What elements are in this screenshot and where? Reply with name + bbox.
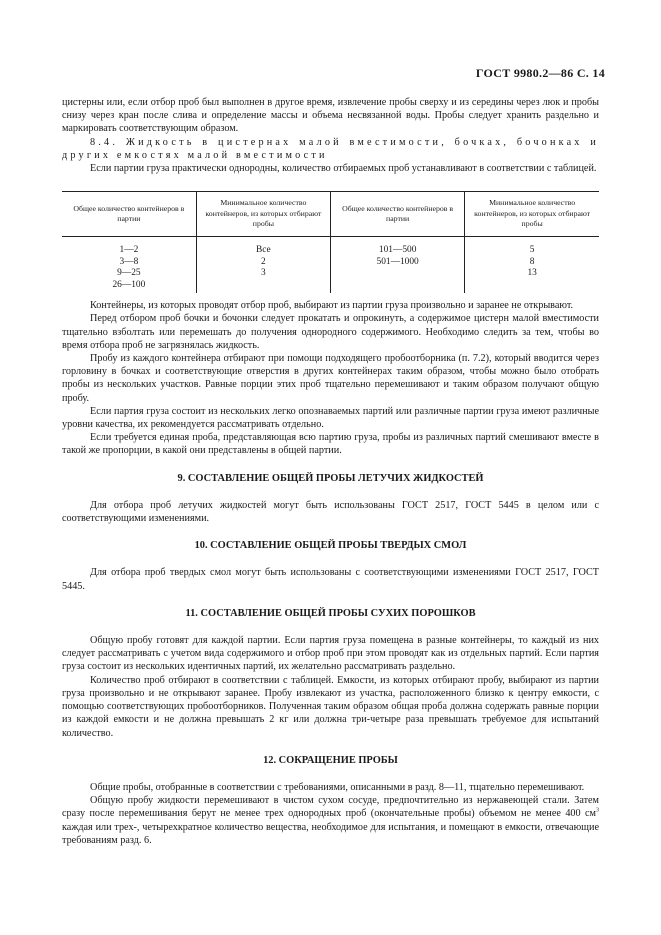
table-value: 3—8: [119, 256, 139, 267]
section-11-paragraph: Количество проб отбирают в соответствии с таблицей. Емкости, из которых отбирают пробу, выбирают из партии груза произвольно и не открывают заранее. Пробу извлекают из участка, расположенного близко к центру емкости, с помощью соответствующих пробоотборников. Полученная таким образом общая проба должна содержать равные порции из каждой емкости и не должна превышать 2 кг или должна три-четыре раза превышать требуемое для испытаний количество.: [62, 674, 599, 739]
table-value: Все: [256, 245, 271, 256]
body-paragraph: Если партия груза состоит из нескольких легко опознаваемых партий или различные партии груза имеют различные уровни качества, их рекомендуется рассматривать отдельно.: [62, 405, 599, 431]
section-12-paragraph: [62, 794, 599, 847]
section-12-heading: 12. СОКРАЩЕНИЕ ПРОБЫ: [263, 754, 398, 766]
table-value: 2: [261, 256, 266, 267]
section-8-4-paragraph: Если партии груза практически однородны, количество отбираемых проб устанавливают в соответствии с таблицей.: [90, 163, 597, 175]
sampling-table: [62, 191, 599, 293]
page-header: ГОСТ 9980.2—86 С. 14: [475, 66, 605, 80]
table-value: 5: [529, 245, 535, 256]
intro-paragraph: цистерны или, если отбор проб был выполнен в другое время, извлечение пробы сверху и из середины через люк и пробы снизу через кран после слива и определение массы и объема несвязанной воды. Пробы следует хранить раздельно и маркировать соответствующим образом.: [62, 97, 599, 135]
text-run: каждая или трех-, четырехкратное количество вещества, необходимое для испытания, и помещают в емкости, отвечающие требованиям разд. 6.: [62, 821, 599, 846]
section-9-heading: 9. СОСТАВЛЕНИЕ ОБЩЕЙ ПРОБЫ ЛЕТУЧИХ ЖИДКОСТЕЙ: [177, 472, 484, 484]
table-value: 3: [261, 268, 266, 279]
table-value: 8: [529, 256, 535, 267]
section-11-paragraph: Общую пробу готовят для каждой партии. Если партия груза помещена в разные контейнеры, то каждый из них следует рассматривать с учетом вида содержимого и отбор проб при этом проводят как из отдельных партий. Если партия груза состоит из нескольких идентичных партий, их желательно рассматривать раздельно.: [62, 635, 599, 673]
body-paragraph: Контейнеры, из которых проводят отбор проб, выбирают из партии груза произвольно и заранее не открывают.: [90, 300, 574, 312]
body-paragraph: Перед отбором проб бочки и бочонки следует прокатать и опрокинуть, а содержимое цистерн малой вместимости тщательно взболтать или перемешать до получения однородного содержимого. Необходимо следить за тем, чтобы во время отбора проб не загрязнялась жидкость.: [62, 313, 599, 351]
section-12-paragraph: Общие пробы, отобранные в соответствии с требованиями, описанными в разд. 8—11, тщательно перемешивают.: [90, 781, 585, 793]
superscript: 3: [596, 807, 599, 814]
table-header-cell: Общее количество контейнеров в партии: [331, 192, 465, 237]
section-11-heading: 11. СОСТАВЛЕНИЕ ОБЩЕЙ ПРОБЫ СУХИХ ПОРОШКОВ: [185, 607, 476, 619]
table-cell-col3: [331, 237, 465, 294]
table-value: 13: [527, 268, 537, 279]
section-8-4-title: 8.4. Жидкость в цистернах малой вместимости, бочках, бочонках и других емкостях малой вместимости: [62, 136, 599, 161]
table-cell-col1: [62, 237, 196, 294]
table-value: 501—1000: [376, 256, 419, 267]
table-value: 9—25: [117, 268, 141, 279]
table-value: 1—2: [119, 245, 139, 256]
section-9-paragraph: Для отбора проб летучих жидкостей могут быть использованы ГОСТ 2517, ГОСТ 5445 в целом или с соответствующими изменениями.: [62, 499, 599, 525]
table-cell-col2: [196, 237, 330, 294]
section-10-heading: 10. СОСТАВЛЕНИЕ ОБЩЕЙ ПРОБЫ ТВЕРДЫХ СМОЛ: [194, 540, 467, 552]
body-paragraph: Если требуется единая проба, представляющая всю партию груза, пробы из различных партий смешивают вместе в такой же пропорции, в какой они представлены в общей партии.: [62, 432, 599, 457]
section-10-paragraph: Для отбора проб твердых смол могут быть использованы с соответствующими изменениями ГОСТ 2517, ГОСТ 5445.: [62, 567, 599, 592]
table-header-cell: Минимальное количество контейнеров, из которых отбирают пробы: [196, 192, 330, 237]
text-run: Общую пробу жидкости перемешивают в чистом сухом сосуде, предпочтительно из нержавеющей стали. Затем сразу после перемешивания берут не менее трех однородных проб (окончательные пробы) объемом не менее 400 см: [62, 795, 599, 820]
page-content: [62, 96, 599, 847]
table-header-cell: Минимальное количество контейнеров, из которых отбирают пробы: [465, 192, 599, 237]
table-cell-col4: [465, 237, 599, 294]
table-header-cell: Общее количество контейнеров в партии: [62, 192, 196, 237]
body-paragraph: Пробу из каждого контейнера отбирают при помощи подходящего пробоотборника (п. 7.2), который вводится через горловину в бочках и соответствующие отверстия в других контейнерах таким образом, чтобы можно было отобрать пробы из нескольких участков. Равные порции этих проб тщательно перемешивают и таким образом получают общую пробу.: [62, 353, 599, 404]
table-value: 26—100: [112, 279, 146, 290]
table-value: 101—500: [378, 245, 417, 256]
